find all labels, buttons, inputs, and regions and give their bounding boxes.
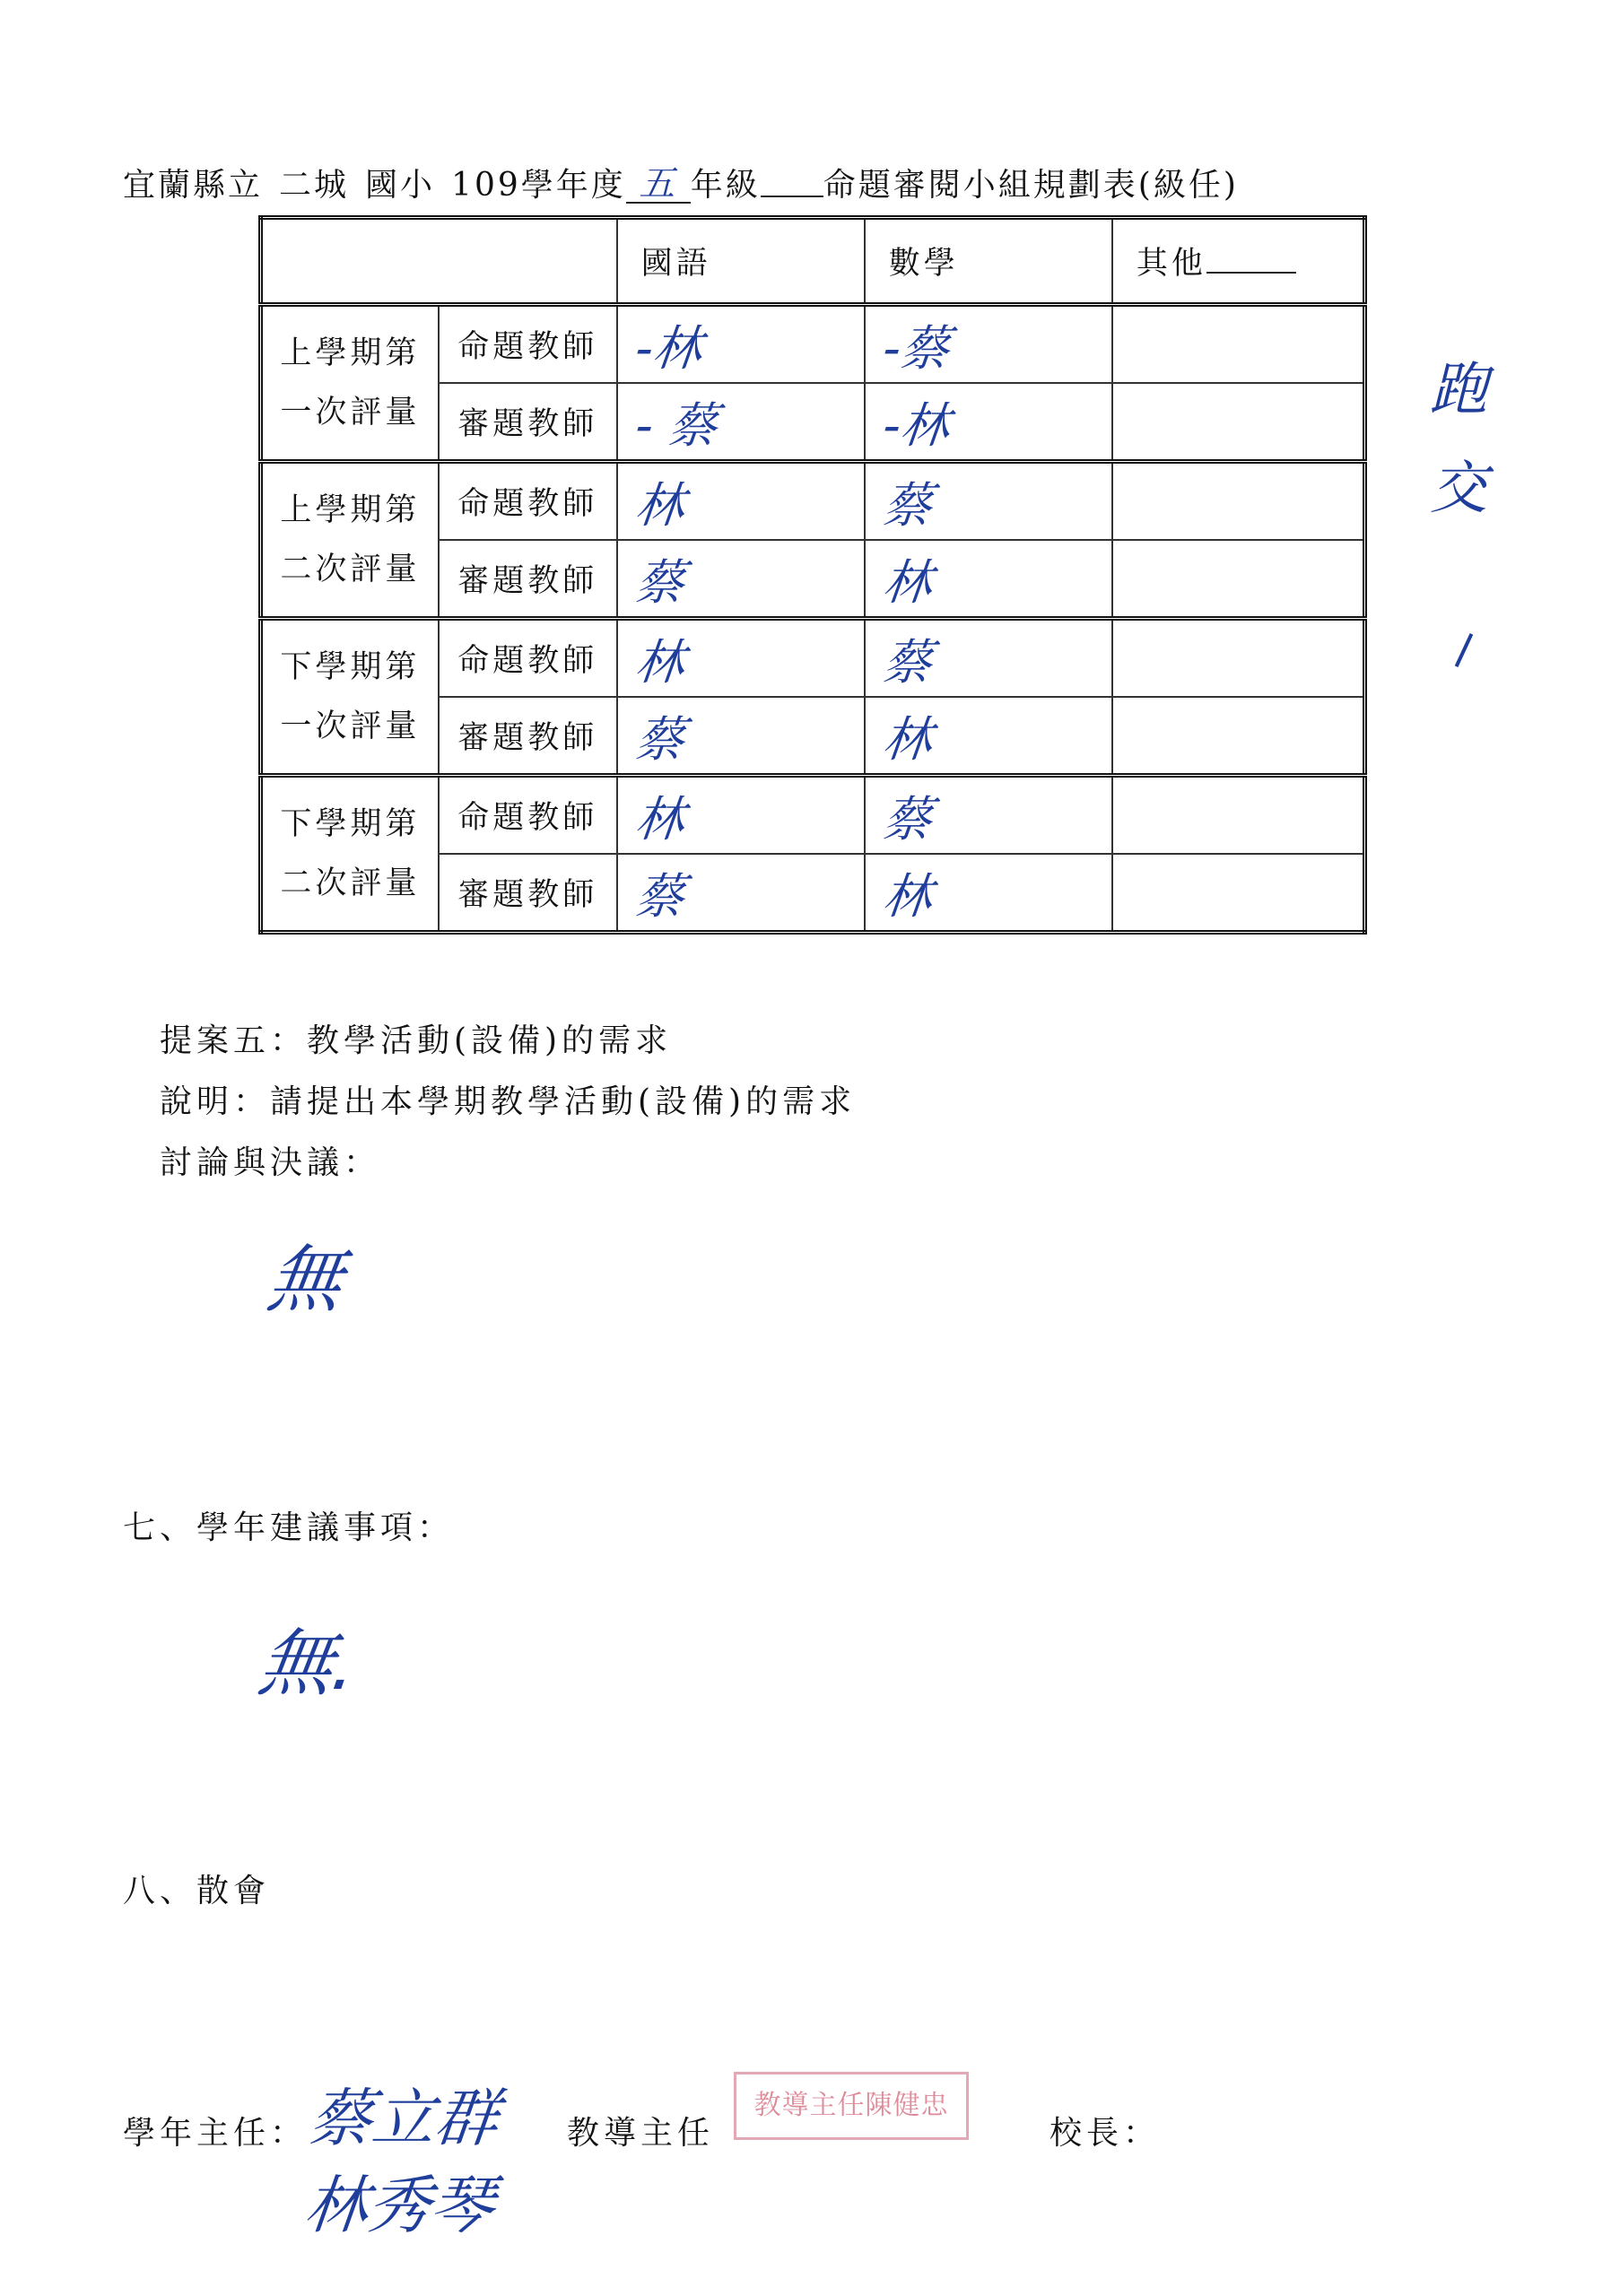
period-line: 一次評量 xyxy=(280,709,421,744)
role-cell: 命題教師 xyxy=(439,462,617,541)
other-cell xyxy=(1112,854,1365,933)
proposal-heading: 提案五：教學活動(設備)的需求 xyxy=(160,1022,673,1059)
table-row xyxy=(261,462,1365,541)
official-seal: 教導主任陳健忠 xyxy=(734,2072,969,2140)
table-header-row xyxy=(261,218,1365,305)
header-other xyxy=(1112,218,1365,305)
header-other-label: 其他 xyxy=(1136,246,1206,282)
table-row xyxy=(261,776,1365,855)
title-year-suffix: 學年度 xyxy=(520,167,626,204)
handwritten-name: 林 xyxy=(631,790,687,848)
side-note-char: 跑 xyxy=(1430,357,1487,423)
title-year: 109 xyxy=(451,167,521,204)
discussion-answer-handwritten: 無 xyxy=(262,1238,348,1323)
other-cell xyxy=(1112,462,1365,541)
handwritten-name: 蔡 xyxy=(879,790,935,848)
handwritten-name: -林 xyxy=(631,319,704,377)
other-cell xyxy=(1112,305,1365,384)
handwritten-name: 林 xyxy=(631,476,687,534)
role-cell: 命題教師 xyxy=(439,305,617,384)
title-level: 國小 xyxy=(365,167,436,204)
role-cell: 審題教師 xyxy=(439,540,617,619)
grade-head-signature-2: 林秀琴 xyxy=(300,2169,498,2242)
chinese-teacher-cell xyxy=(617,619,865,698)
handwritten-name: -林 xyxy=(879,396,953,454)
chinese-teacher-cell xyxy=(617,697,865,776)
other-cell xyxy=(1112,697,1365,776)
math-teacher-cell xyxy=(865,540,1112,619)
grade-head-label: 學年主任： xyxy=(123,2115,308,2152)
header-math: 數學 xyxy=(865,218,1112,305)
section7-answer-handwritten: 無. xyxy=(253,1622,362,1707)
exam-plan-table xyxy=(258,215,1367,935)
section8-heading: 八、散會 xyxy=(123,1873,271,1909)
role-cell: 審題教師 xyxy=(439,854,617,933)
role-cell: 命題教師 xyxy=(439,619,617,698)
role-cell: 審題教師 xyxy=(439,697,617,776)
period-cell xyxy=(261,619,439,776)
other-cell xyxy=(1112,619,1365,698)
handwritten-name: -蔡 xyxy=(879,319,953,377)
math-teacher-cell xyxy=(865,462,1112,541)
handwritten-name: 林 xyxy=(631,633,687,691)
handwritten-side-note xyxy=(1423,341,1494,538)
period-line: 下學期第 xyxy=(280,649,421,685)
title-school: 二城 xyxy=(279,167,350,204)
blank-line xyxy=(761,170,823,197)
discussion-label: 討論與決議： xyxy=(160,1144,381,1181)
title-grade-label: 年級 xyxy=(690,167,761,204)
side-note-char: 交 xyxy=(1430,456,1487,522)
math-teacher-cell xyxy=(865,854,1112,933)
other-cell xyxy=(1112,776,1365,855)
period-cell xyxy=(261,776,439,933)
handwritten-name: 林 xyxy=(879,710,935,768)
period-line: 上學期第 xyxy=(280,335,421,371)
table-row xyxy=(261,305,1365,384)
header-empty-cell xyxy=(261,218,617,305)
blank-line xyxy=(1206,248,1296,274)
period-line: 下學期第 xyxy=(280,806,421,842)
chinese-teacher-cell xyxy=(617,462,865,541)
header-chinese: 國語 xyxy=(617,218,865,305)
chinese-teacher-cell xyxy=(617,854,865,933)
chinese-teacher-cell xyxy=(617,540,865,619)
chinese-teacher-cell xyxy=(617,305,865,384)
table-row xyxy=(261,619,1365,698)
handwritten-name: 蔡 xyxy=(631,553,687,611)
role-cell: 命題教師 xyxy=(439,776,617,855)
math-teacher-cell xyxy=(865,776,1112,855)
principal-label: 校長： xyxy=(1050,2115,1161,2152)
period-cell xyxy=(261,462,439,619)
handwritten-name: 林 xyxy=(879,553,935,611)
math-teacher-cell xyxy=(865,305,1112,384)
period-line: 二次評量 xyxy=(280,865,421,901)
grade-head-signature-1: 蔡立群 xyxy=(305,2082,502,2155)
math-teacher-cell xyxy=(865,383,1112,462)
section7-heading: 七、學年建議事項： xyxy=(123,1509,455,1546)
title-county: 宜蘭縣立 xyxy=(123,167,264,204)
period-cell xyxy=(261,305,439,462)
form-title xyxy=(123,160,1239,205)
title-rest: 命題審閱小組規劃表(級任) xyxy=(823,167,1239,204)
handwritten-name: 蔡 xyxy=(631,710,687,768)
period-line: 上學期第 xyxy=(280,492,421,528)
chinese-teacher-cell xyxy=(617,776,865,855)
math-teacher-cell xyxy=(865,619,1112,698)
academic-director-label: 教導主任 xyxy=(567,2115,715,2152)
period-line: 二次評量 xyxy=(280,552,421,587)
handwritten-name: - 蔡 xyxy=(631,396,720,454)
other-cell xyxy=(1112,540,1365,619)
role-cell: 審題教師 xyxy=(439,383,617,462)
handwritten-name: 蔡 xyxy=(879,633,935,691)
period-line: 一次評量 xyxy=(280,395,421,430)
chinese-teacher-cell xyxy=(617,383,865,462)
handwritten-name: 蔡 xyxy=(879,476,935,534)
math-teacher-cell xyxy=(865,697,1112,776)
handwritten-name: 林 xyxy=(879,867,935,925)
proposal-explanation: 說明：請提出本學期教學活動(設備)的需求 xyxy=(160,1083,857,1120)
grade-handwritten: 五 xyxy=(626,166,691,204)
pen-mark xyxy=(1455,633,1474,667)
handwritten-name: 蔡 xyxy=(631,867,687,925)
other-cell xyxy=(1112,383,1365,462)
